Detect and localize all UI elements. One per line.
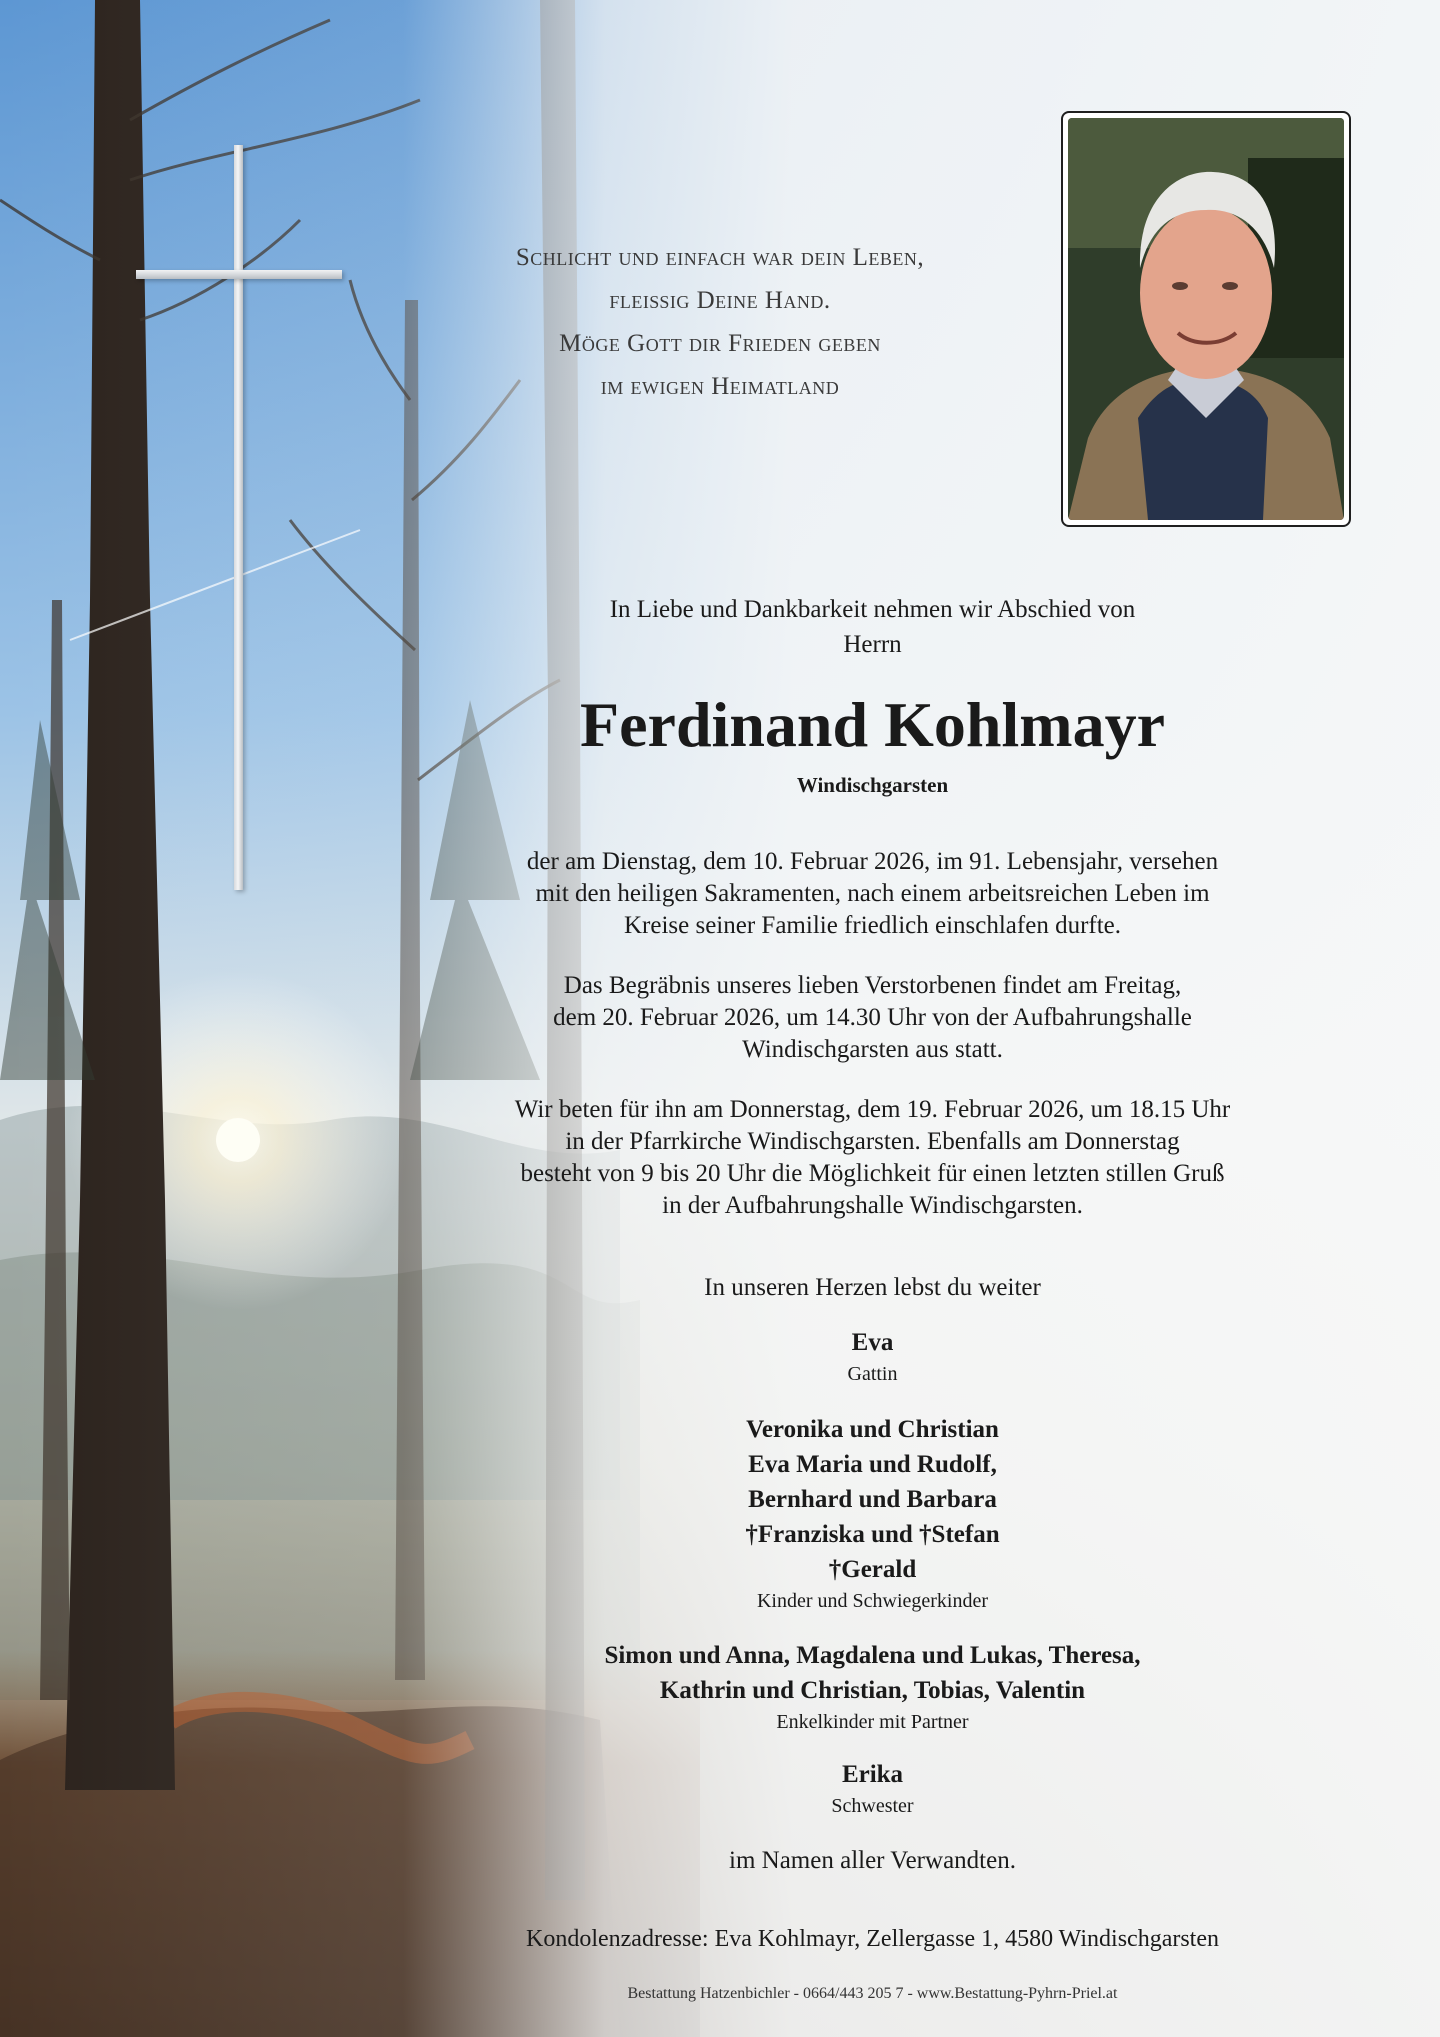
closing-line: im Namen aller Verwandten. xyxy=(729,1847,1016,1874)
poem-line: Möge Gott dir Frieden geben xyxy=(559,330,881,357)
family-name: †Gerald xyxy=(828,1556,917,1583)
family-name: Eva Maria und Rudolf, xyxy=(748,1451,997,1478)
portrait-photo xyxy=(1068,118,1344,520)
funeral-paragraph xyxy=(440,970,1305,1066)
family-role: Schwester xyxy=(831,1795,914,1817)
family-role: Gattin xyxy=(847,1363,898,1385)
deceased-name: Ferdinand Kohlmayr xyxy=(580,689,1165,760)
family-role: Kinder und Schwiegerkinder xyxy=(756,1590,989,1612)
portrait-photo-frame xyxy=(1061,111,1351,527)
text-line: in der Pfarrkirche Windischgarsten. Ebenfalls am Donnerstag xyxy=(565,1128,1180,1155)
memorial-poem xyxy=(440,236,1000,408)
text-line: der am Dienstag, dem 10. Februar 2026, im 91. Lebensjahr, versehen xyxy=(526,848,1219,875)
family-name: Veronika und Christian xyxy=(746,1416,999,1443)
family-role: Enkelkinder mit Partner xyxy=(776,1711,969,1733)
intro-salutation: Herrn xyxy=(843,631,902,658)
deceased-place: Windischgarsten xyxy=(796,773,949,797)
family-name: Bernhard und Barbara xyxy=(748,1486,997,1513)
text-line: besteht von 9 bis 20 Uhr die Möglichkeit für einen letzten stillen Gruß xyxy=(520,1160,1225,1187)
cross-vertical-beam xyxy=(234,145,243,890)
text-line: dem 20. Februar 2026, um 14.30 Uhr von der Aufbahrungshalle xyxy=(553,1004,1192,1031)
family-group-sister xyxy=(470,1757,1275,1820)
text-line: Kreise seiner Familie friedlich einschlafen durfte. xyxy=(623,912,1122,939)
family-group-children xyxy=(470,1412,1275,1615)
text-line: in der Aufbahrungshalle Windischgarsten. xyxy=(662,1192,1083,1219)
funeral-home-footer: Bestattung Hatzenbichler - 0664/443 205 7 - www.Bestattung-Pyhrn-Priel.at xyxy=(627,1985,1118,2002)
text-line: Wir beten für ihn am Donnerstag, dem 19. Februar 2026, um 18.15 Uhr xyxy=(514,1096,1231,1123)
family-name: Kathrin und Christian, Tobias, Valentin xyxy=(659,1677,1086,1704)
family-name: Eva xyxy=(851,1329,894,1356)
text-line: mit den heiligen Sakramenten, nach einem arbeitsreichen Leben im xyxy=(535,880,1210,907)
poem-line: Schlicht und einfach war dein Leben, xyxy=(515,244,925,271)
family-name: Erika xyxy=(841,1761,904,1788)
text-line: Das Begräbnis unseres lieben Verstorbenen findet am Freitag, xyxy=(563,972,1182,999)
poem-line: im ewigen Heimatland xyxy=(600,373,840,400)
cross-horizontal-beam xyxy=(136,270,342,279)
text-line: Windischgarsten aus statt. xyxy=(742,1036,1003,1063)
family-group-spouse xyxy=(470,1325,1275,1388)
hearts-line: In unseren Herzen lebst du weiter xyxy=(704,1274,1041,1301)
intro-line: In Liebe und Dankbarkeit nehmen wir Abschied von xyxy=(609,596,1136,623)
prayer-paragraph xyxy=(440,1094,1305,1222)
family-name: Simon und Anna, Magdalena und Lukas, Theresa, xyxy=(604,1642,1141,1669)
family-group-grandchildren xyxy=(470,1638,1275,1736)
farewell-intro xyxy=(475,592,1270,662)
death-notice-paragraph xyxy=(440,846,1305,942)
condolence-address: Kondolenzadresse: Eva Kohlmayr, Zellergasse 1, 4580 Windischgarsten xyxy=(526,1926,1219,1952)
poem-line: fleißig Deine Hand. xyxy=(609,287,831,314)
family-name: †Franziska und †Stefan xyxy=(745,1521,1000,1548)
